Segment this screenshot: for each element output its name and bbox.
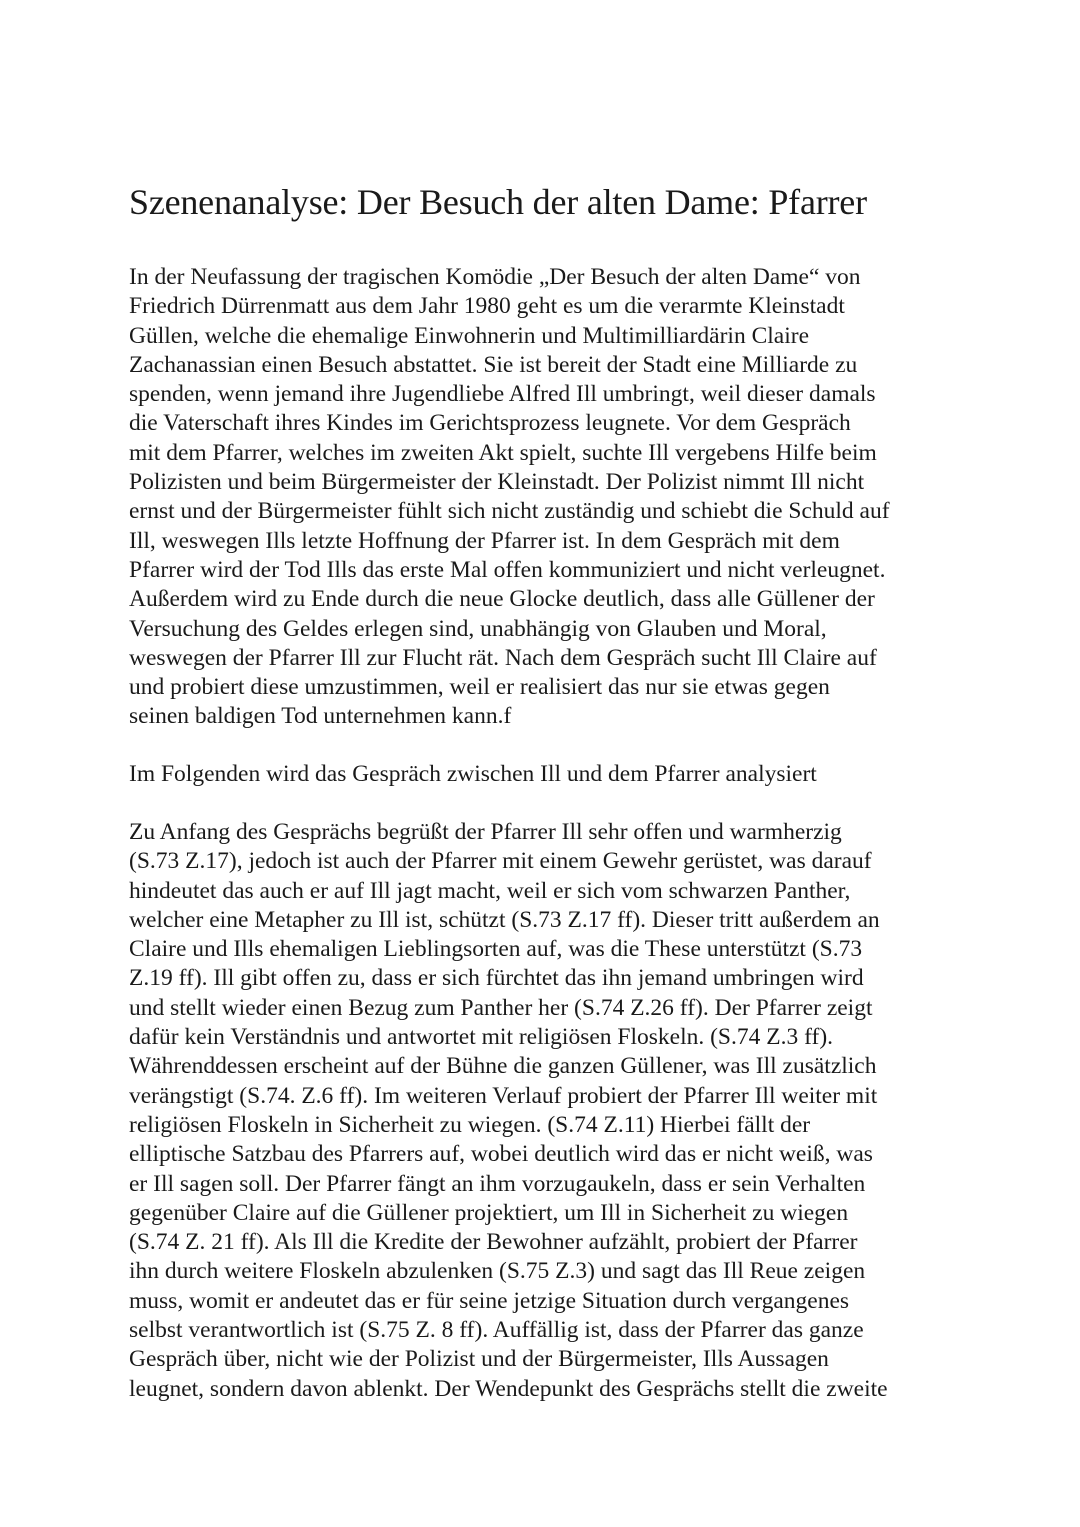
text-line: Zachanassian einen Besuch abstattet. Sie ist bereit der Stadt eine Milliarde zu (129, 351, 858, 378)
text-line: gegenüber Claire auf die Güllener projektiert, um Ill in Sicherheit zu wiegen (129, 1199, 849, 1226)
text-line: verängstigt (S.74. Z.6 ff). Im weiteren Verlauf probiert der Pfarrer Ill weiter mit (129, 1082, 878, 1109)
text-line: dafür kein Verständnis und antwortet mit religiösen Floskeln. (S.74 Z.3 ff). (129, 1024, 834, 1051)
text-line: spenden, wenn jemand ihre Jugendliebe Alfred Ill umbringt, weil dieser damals (129, 381, 876, 408)
text-line: In der Neufassung der tragischen Komödie „Der Besuch der alten Dame“ von (129, 264, 861, 290)
text-line: und stellt wieder einen Bezug zum Panther her (S.74 Z.26 ff). Der Pfarrer zeigt (129, 994, 873, 1021)
text-line: Währenddessen erscheint auf der Bühne die ganzen Güllener, was Ill zusätzlich (129, 1053, 877, 1080)
text-line: elliptische Satzbau des Pfarrers auf, wobei deutlich wird das er nicht weiß, was (129, 1141, 873, 1168)
text-line: ernst und der Bürgermeister fühlt sich nicht zuständig und schiebt die Schuld auf (129, 498, 890, 525)
document-title: Szenenanalyse: Der Besuch der alten Dame: Pfarrer (129, 182, 867, 222)
text-line: seinen baldigen Tod unternehmen kann.f (129, 703, 512, 730)
text-line: Ill, weswegen Ills letzte Hoffnung der Pfarrer ist. In dem Gespräch mit dem (129, 527, 840, 554)
text-line: (S.73 Z.17), jedoch ist auch der Pfarrer mit einem Gewehr gerüstet, was darauf (129, 848, 872, 875)
text-line: mit dem Pfarrer, welches im zweiten Akt spielt, suchte Ill vergebens Hilfe beim (129, 439, 877, 466)
document-page (129, 180, 959, 1402)
text-line: (S.74 Z. 21 ff). Als Ill die Kredite der Bewohner aufzählt, probiert der Pfarrer (129, 1229, 858, 1256)
text-line: Friedrich Dürrenmatt aus dem Jahr 1980 geht es um die verarmte Kleinstadt (129, 293, 845, 320)
text-line: Polizisten und beim Bürgermeister der Kleinstadt. Der Polizist nimmt Ill nicht (129, 469, 865, 496)
text-line: Versuchung des Geldes erlegen sind, unabhängig von Glauben und Moral, (129, 615, 827, 642)
analysis-paragraph (129, 818, 888, 1404)
text-line: Pfarrer wird der Tod Ills das erste Mal offen kommuniziert und nicht verleugnet. (129, 556, 886, 583)
text-line: Z.19 ff). Ill gibt offen zu, dass er sich fürchtet das ihn jemand umbringen wird (129, 965, 864, 992)
text-line: Zu Anfang des Gesprächs begrüßt der Pfarrer Ill sehr offen und warmherzig (129, 819, 842, 845)
text-line: Claire und Ills ehemaligen Lieblingsorten auf, was die These unterstützt (S.73 (129, 936, 863, 963)
text-line: hindeutet das auch er auf Ill jagt macht, weil er sich vom schwarzen Panther, (129, 877, 851, 904)
text-line: weswegen der Pfarrer Ill zur Flucht rät. Nach dem Gespräch sucht Ill Claire auf (129, 644, 877, 671)
text-line: Im Folgenden wird das Gespräch zwischen Ill und dem Pfarrer analysiert (129, 761, 817, 787)
text-line: leugnet, sondern davon ablenkt. Der Wendepunkt des Gesprächs stellt die zweite (129, 1375, 888, 1402)
text-line: welcher eine Metapher zu Ill ist, schützt (S.73 Z.17 ff). Dieser tritt außerdem an (129, 906, 880, 933)
text-line: selbst verantwortlich ist (S.75 Z. 8 ff). Auffällig ist, dass der Pfarrer das ganze (129, 1317, 864, 1344)
text-line: Außerdem wird zu Ende durch die neue Glocke deutlich, dass alle Güllener der (129, 586, 875, 613)
text-line: die Vaterschaft ihres Kindes im Gerichtsprozess leugnete. Vor dem Gespräch (129, 410, 851, 437)
intro-paragraph (129, 263, 890, 732)
text-line: ihn durch weitere Floskeln abzulenken (S.75 Z.3) und sagt das Ill Reue zeigen (129, 1258, 866, 1285)
text-line: Gespräch über, nicht wie der Polizist und der Bürgermeister, Ills Aussagen (129, 1346, 829, 1373)
text-line: muss, womit er andeutet das er für seine jetzige Situation durch vergangenes (129, 1287, 850, 1314)
transition-paragraph (129, 760, 817, 789)
text-line: Güllen, welche die ehemalige Einwohnerin und Multimilliardärin Claire (129, 322, 809, 349)
text-line: er Ill sagen soll. Der Pfarrer fängt an ihm vorzugaukeln, dass er sein Verhalten (129, 1170, 866, 1197)
text-line: religiösen Floskeln in Sicherheit zu wiegen. (S.74 Z.11) Hierbei fällt der (129, 1111, 811, 1138)
text-line: und probiert diese umzustimmen, weil er realisiert das nur sie etwas gegen (129, 674, 830, 701)
